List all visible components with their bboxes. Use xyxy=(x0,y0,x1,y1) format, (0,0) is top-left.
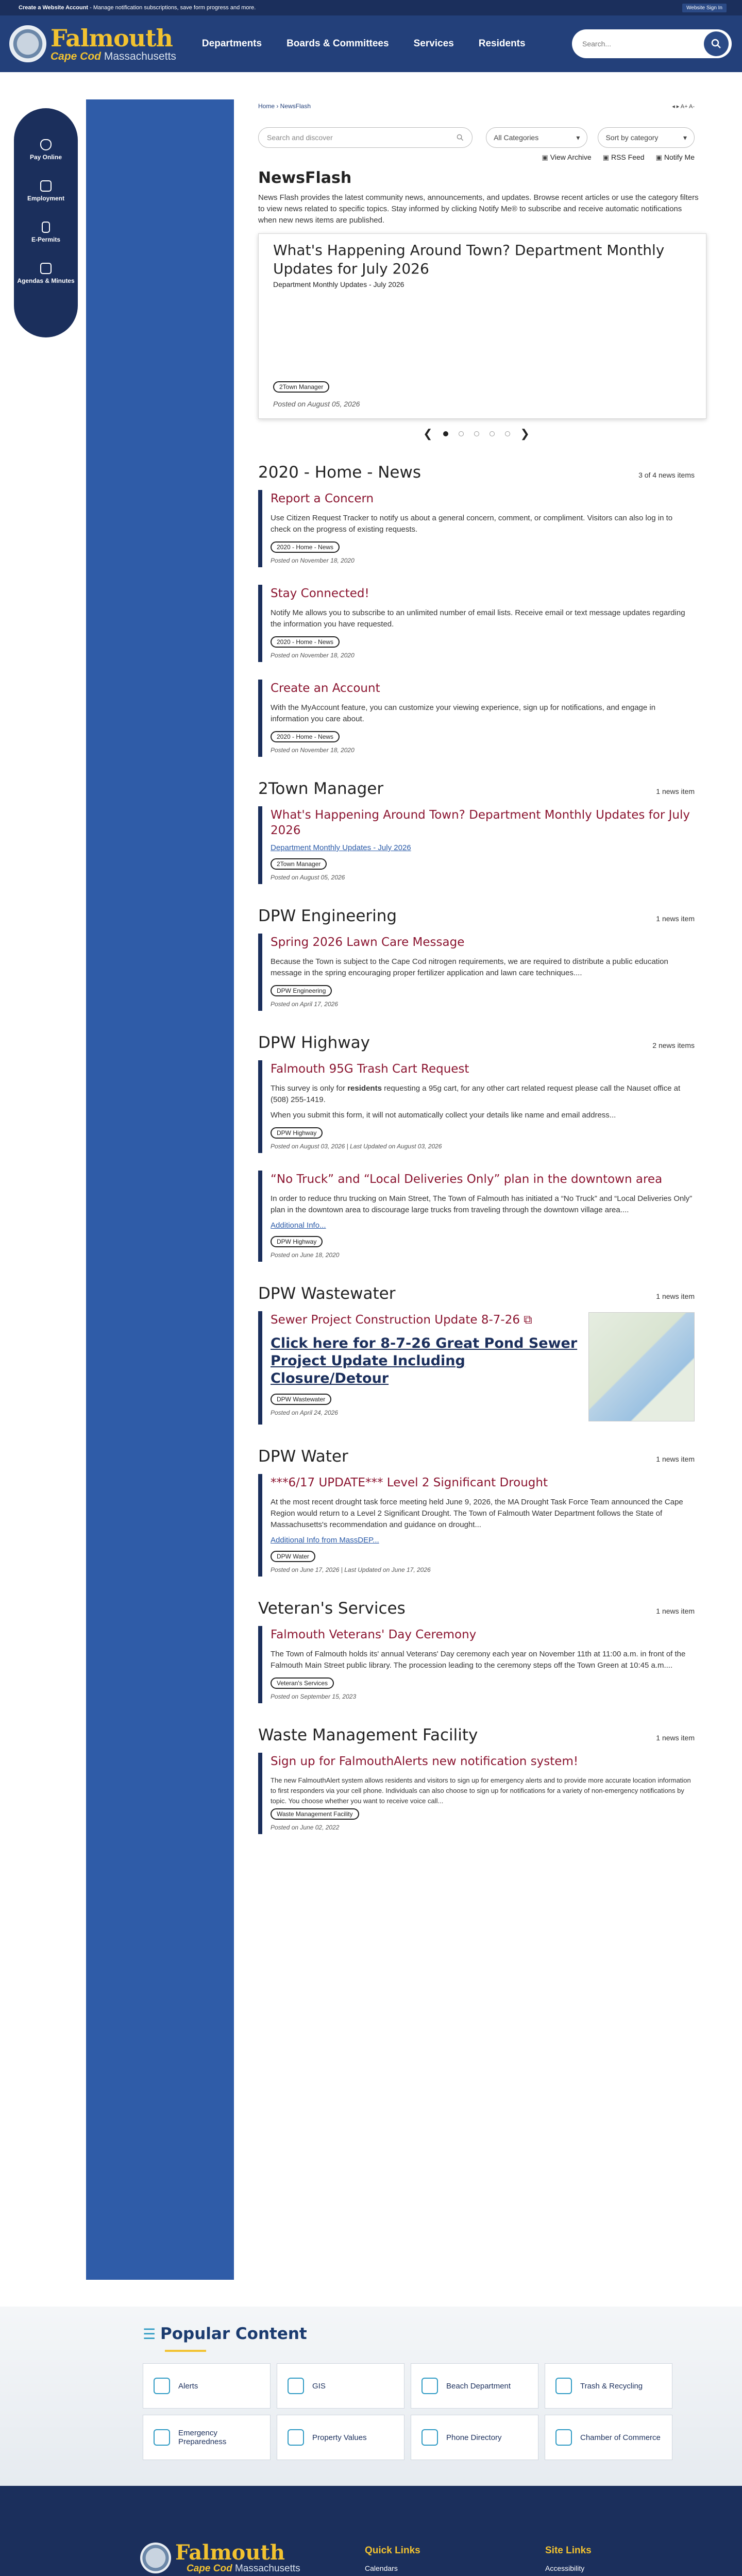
featured-category: Department Monthly Updates - July 2026 xyxy=(273,280,404,289)
decorative-band xyxy=(86,99,234,2280)
footer-logo-sub: Cape Cod Massachusetts xyxy=(187,2563,300,2574)
search-button[interactable] xyxy=(704,31,729,56)
news-search-input[interactable]: Search and discover xyxy=(258,127,473,148)
news-item xyxy=(258,490,695,567)
section-title[interactable]: 2Town Manager xyxy=(258,779,384,798)
news-section-header xyxy=(258,463,695,482)
nav-residents[interactable]: Residents xyxy=(478,38,526,49)
featured-news-card[interactable] xyxy=(258,233,706,419)
news-item-posted: Posted on November 18, 2020 xyxy=(271,652,355,659)
news-item-body: The new FalmouthAlert system allows residents and visitors to sign up for emergency alerts and to provide more accurate location information to first responders via your cell phone. Individuals can also choose to sign up for notifications for a variety of non-emergency notifications by topic. You choose whether you want to receive voice call... xyxy=(271,1776,691,1805)
main-content xyxy=(234,99,713,2280)
section-count: 2 news items xyxy=(652,1041,695,1049)
footer-logo-name: Falmouth xyxy=(175,2540,285,2565)
rss-feed-link[interactable]: ▣ RSS Feed xyxy=(603,153,645,162)
breadcrumb-bar xyxy=(258,99,695,113)
footer-link[interactable]: Accessibility xyxy=(545,2564,585,2572)
calendar-icon xyxy=(40,263,52,274)
news-section-header xyxy=(258,779,695,798)
sewer-update-link[interactable]: Click here for 8-7-26 Great Pond Sewer Project Update Including Closure/Detour xyxy=(271,1335,578,1386)
carousel-dot[interactable] xyxy=(490,431,495,436)
news-item-body: With the MyAccount feature, you can customize your viewing experience, sign up for notifications, and engage in information you care about. xyxy=(271,703,656,723)
news-section-header xyxy=(258,1284,695,1303)
trash-icon xyxy=(555,2378,572,2394)
news-item xyxy=(258,806,695,884)
site-footer xyxy=(0,2486,742,2576)
briefcase-icon xyxy=(40,180,52,192)
category-tag[interactable]: Waste Management Facility xyxy=(271,1808,359,1820)
popular-tile-trash[interactable]: Trash & Recycling xyxy=(545,2363,672,2409)
chevron-down-icon: ▾ xyxy=(683,133,687,142)
breadcrumb[interactable]: Home › NewsFlash xyxy=(258,103,311,110)
news-item-title[interactable]: Spring 2026 Lawn Care Message xyxy=(271,936,465,949)
additional-info-link[interactable]: Additional Info... xyxy=(271,1221,326,1230)
news-item-body: Because the Town is subject to the Cape Cod nitrogen requirements, we are required to distribute a public education message in the spring encouraging proper fertilizer application and lawn care techniques.... xyxy=(271,957,668,977)
map-pin-icon xyxy=(288,2378,304,2394)
font-size-tools[interactable]: ◂ ▸ A+ A- xyxy=(672,103,695,110)
featured-posted-date: Posted on August 05, 2026 xyxy=(273,400,360,408)
list-icon: ☰ xyxy=(143,2326,156,2343)
popular-tile-gis[interactable]: GIS xyxy=(277,2363,404,2409)
umbrella-icon xyxy=(421,2378,438,2394)
chevron-down-icon: ▾ xyxy=(576,133,580,142)
news-item-title[interactable]: Falmouth Veterans' Day Ceremony xyxy=(271,1628,477,1641)
news-item xyxy=(258,680,695,757)
news-actions xyxy=(258,153,695,162)
search-icon xyxy=(711,39,721,49)
news-section-header xyxy=(258,1033,695,1052)
news-item-posted: Posted on June 18, 2020 xyxy=(271,1251,340,1259)
news-item xyxy=(258,1171,695,1262)
news-item-title[interactable]: Stay Connected! xyxy=(271,587,369,600)
town-seal-logo[interactable] xyxy=(9,25,46,62)
phone-icon xyxy=(421,2429,438,2446)
popular-grid xyxy=(143,2363,672,2460)
sidebar-e-permits[interactable]: E-Permits xyxy=(14,222,78,243)
title-underline xyxy=(165,2350,206,2352)
news-item-posted: Posted on November 18, 2020 xyxy=(271,557,355,564)
main-nav xyxy=(202,38,526,49)
section-count: 1 news item xyxy=(656,1734,695,1742)
quick-sidebar xyxy=(14,108,78,337)
site-search xyxy=(572,29,732,58)
site-search-input[interactable] xyxy=(582,40,704,48)
section-title[interactable]: Waste Management Facility xyxy=(258,1726,478,1744)
shield-icon xyxy=(40,139,52,150)
news-item-posted: Posted on April 17, 2026 xyxy=(271,1001,338,1008)
news-item xyxy=(258,934,695,1011)
additional-info-link[interactable]: Additional Info from MassDEP... xyxy=(271,1536,379,1545)
news-item-body: Notify Me allows you to subscribe to an unlimited number of email lists. Receive email or text message updates regarding the information you have requested. xyxy=(271,608,685,629)
popular-tile-phone[interactable]: Phone Directory xyxy=(411,2415,538,2460)
people-icon xyxy=(555,2429,572,2446)
news-item-posted: Posted on June 17, 2026 | Last Updated on June 17, 2026 xyxy=(271,1566,431,1573)
popular-tile-emergency[interactable]: Emergency Preparedness xyxy=(143,2415,271,2460)
page-body xyxy=(0,72,742,2307)
news-section-header xyxy=(258,1599,695,1618)
category-tag[interactable]: DPW Highway xyxy=(271,1236,323,1247)
news-item-body: This survey is only for residents requesting a 95g cart, for any other cart related request please call the Nauset office at (508) 255-1419. xyxy=(271,1084,681,1104)
carousel-next-button[interactable]: ❯ xyxy=(520,427,530,440)
news-item-posted: Posted on September 15, 2023 xyxy=(271,1693,357,1700)
news-item-body: In order to reduce thru trucking on Main Street, The Town of Falmouth has initiated a “No Truck” and “Local Deliveries Only” plan in the downtown area to discourage large trucks from traveling through the downtown village area.... xyxy=(271,1194,693,1214)
page-title: NewsFlash xyxy=(258,169,352,187)
section-title[interactable]: DPW Highway xyxy=(258,1033,370,1052)
mobile-icon xyxy=(42,222,50,233)
category-tag[interactable]: 2Town Manager xyxy=(273,381,329,393)
news-item-body: Use Citizen Request Tracker to notify us about a general concern, comment, or compliment. Visitors can also log in to check on the progress of existing requests. xyxy=(271,514,673,534)
view-archive-link[interactable]: ▣ View Archive xyxy=(542,153,591,162)
news-item-map-image[interactable] xyxy=(588,1312,695,1421)
site-links-title: Site Links xyxy=(545,2545,592,2556)
popular-content-title: ☰ Popular Content xyxy=(143,2325,307,2343)
news-section-header xyxy=(258,907,695,925)
news-item-body: When you submit this form, it will not automatically collect your details like name and email address... xyxy=(271,1111,616,1120)
sort-select[interactable]: Sort by category ▾ xyxy=(598,127,695,148)
category-tag[interactable]: Veteran's Services xyxy=(271,1677,334,1689)
site-links xyxy=(545,2544,648,2576)
news-item xyxy=(258,585,695,662)
news-item-posted: Posted on August 03, 2026 | Last Updated on August 03, 2026 xyxy=(271,1143,442,1150)
news-section-header xyxy=(258,1726,695,1744)
nav-services[interactable]: Services xyxy=(413,38,454,49)
section-count: 1 news item xyxy=(656,1292,695,1300)
news-item xyxy=(258,1626,695,1703)
section-count: 1 news item xyxy=(656,914,695,923)
nav-boards-committees[interactable]: Boards & Committees xyxy=(286,38,389,49)
news-item xyxy=(258,1474,695,1577)
section-title[interactable]: DPW Water xyxy=(258,1447,348,1466)
sidebar-pay-online[interactable]: Pay Online xyxy=(14,139,78,161)
website-sign-in-link[interactable]: Website Sign In xyxy=(682,4,727,12)
section-title[interactable]: DPW Wastewater xyxy=(258,1284,396,1303)
sidebar-agendas-minutes[interactable]: Agendas & Minutes xyxy=(14,263,78,284)
notify-me-link[interactable]: ▣ Notify Me xyxy=(656,153,695,162)
news-item-link[interactable]: Department Monthly Updates - July 2026 xyxy=(271,843,411,852)
category-tag[interactable]: DPW Highway xyxy=(271,1127,323,1139)
featured-title[interactable]: What's Happening Around Town? Department Monthly Updates for July 2026 xyxy=(273,242,665,277)
news-item xyxy=(258,1060,695,1153)
news-filters xyxy=(258,127,695,148)
news-item-posted: Posted on August 05, 2026 xyxy=(271,874,345,881)
news-item-posted: Posted on June 02, 2022 xyxy=(271,1824,340,1831)
section-count: 3 of 4 news items xyxy=(638,471,695,479)
news-item-body: The Town of Falmouth holds its' annual Veterans' Day ceremony each year on November 11th at 11:00 a.m. in front of the Falmouth Main Street public library. The procession leading to the ceremony steps off the Town Green at 10:45 a.m.... xyxy=(271,1650,686,1670)
sidebar-employment[interactable]: Employment xyxy=(14,180,78,202)
clipboard-icon xyxy=(154,2429,170,2446)
carousel-dot[interactable] xyxy=(443,431,448,436)
news-item-title[interactable]: Sewer Project Construction Update 8-7-26 ⧉ xyxy=(271,1313,532,1327)
alert-icon xyxy=(154,2378,170,2394)
carousel-controls xyxy=(258,427,695,440)
top-bar xyxy=(0,0,742,15)
news-item-title[interactable]: “No Truck” and “Local Deliveries Only” plan in the downtown area xyxy=(271,1173,663,1186)
category-tag[interactable]: 2020 - Home - News xyxy=(271,541,340,553)
category-tag[interactable]: 2Town Manager xyxy=(271,858,327,870)
footer-link[interactable]: Calendars xyxy=(365,2564,398,2572)
site-logo[interactable]: Falmouth Cape Cod Massachusetts xyxy=(50,24,176,62)
category-tag[interactable]: DPW Water xyxy=(271,1551,315,1562)
section-count: 1 news item xyxy=(656,1455,695,1463)
site-header xyxy=(0,15,742,72)
carousel-dot[interactable] xyxy=(459,431,464,436)
category-tag[interactable]: DPW Engineering xyxy=(271,985,332,996)
search-icon xyxy=(457,134,464,141)
section-title[interactable]: Veteran's Services xyxy=(258,1599,406,1618)
popular-tile-property[interactable]: Property Values xyxy=(277,2415,404,2460)
news-item-title[interactable]: Sign up for FalmouthAlerts new notification system! xyxy=(271,1755,579,1768)
news-item-title[interactable]: What's Happening Around Town? Department Monthly Updates for July 2026 xyxy=(271,808,690,837)
popular-tile-beach[interactable]: Beach Department xyxy=(411,2363,538,2409)
news-item-title[interactable]: ***6/17 UPDATE*** Level 2 Significant Drought xyxy=(271,1476,548,1489)
quick-links-title: Quick Links xyxy=(365,2545,420,2556)
news-item-posted: Posted on April 24, 2026 xyxy=(271,1409,338,1416)
category-tag[interactable]: 2020 - Home - News xyxy=(271,636,340,648)
news-section-header xyxy=(258,1447,695,1466)
section-title[interactable]: DPW Engineering xyxy=(258,907,397,925)
news-item-posted: Posted on November 18, 2020 xyxy=(271,747,355,754)
popular-tile-alerts[interactable]: Alerts xyxy=(143,2363,271,2409)
section-count: 1 news item xyxy=(656,787,695,795)
carousel-prev-button[interactable]: ❮ xyxy=(423,427,433,440)
news-item xyxy=(258,1311,695,1425)
carousel-dot[interactable] xyxy=(474,431,479,436)
news-item-title[interactable]: Report a Concern xyxy=(271,492,374,505)
popular-content xyxy=(0,2307,742,2486)
nav-departments[interactable]: Departments xyxy=(201,38,262,49)
news-item-title[interactable]: Create an Account xyxy=(271,682,380,695)
section-count: 1 news item xyxy=(656,1607,695,1615)
news-item-title[interactable]: Falmouth 95G Trash Cart Request xyxy=(271,1062,469,1076)
category-tag[interactable]: 2020 - Home - News xyxy=(271,731,340,742)
account-promo[interactable]: Create a Website Account - Manage notification subscriptions, save form progress and more. xyxy=(19,5,256,11)
carousel-dot[interactable] xyxy=(505,431,510,436)
page-intro: News Flash provides the latest community news, announcements, and updates. Browse recent articles or use the category filters to view news related to specific topics. Stay informed by clicking Notify Me® to subscribe and receive automatic notifications when new news items are published. xyxy=(258,193,699,225)
news-item-body: At the most recent drought task force meeting held June 9, 2026, the MA Drought Task Force Team announced the Cape Region would return to a Level 2 Significant Drought. The Town of Falmouth Water Department follows the State of Massachusetts's recommendation and guidance on drought... xyxy=(271,1498,683,1529)
quick-links xyxy=(365,2544,477,2576)
news-item xyxy=(258,1753,695,1834)
house-icon xyxy=(288,2429,304,2446)
category-select[interactable]: All Categories ▾ xyxy=(486,127,587,148)
popular-tile-chamber[interactable]: Chamber of Commerce xyxy=(545,2415,672,2460)
footer-seal-logo xyxy=(140,2543,171,2573)
section-title[interactable]: 2020 - Home - News xyxy=(258,463,421,482)
category-tag[interactable]: DPW Wastewater xyxy=(271,1394,331,1405)
